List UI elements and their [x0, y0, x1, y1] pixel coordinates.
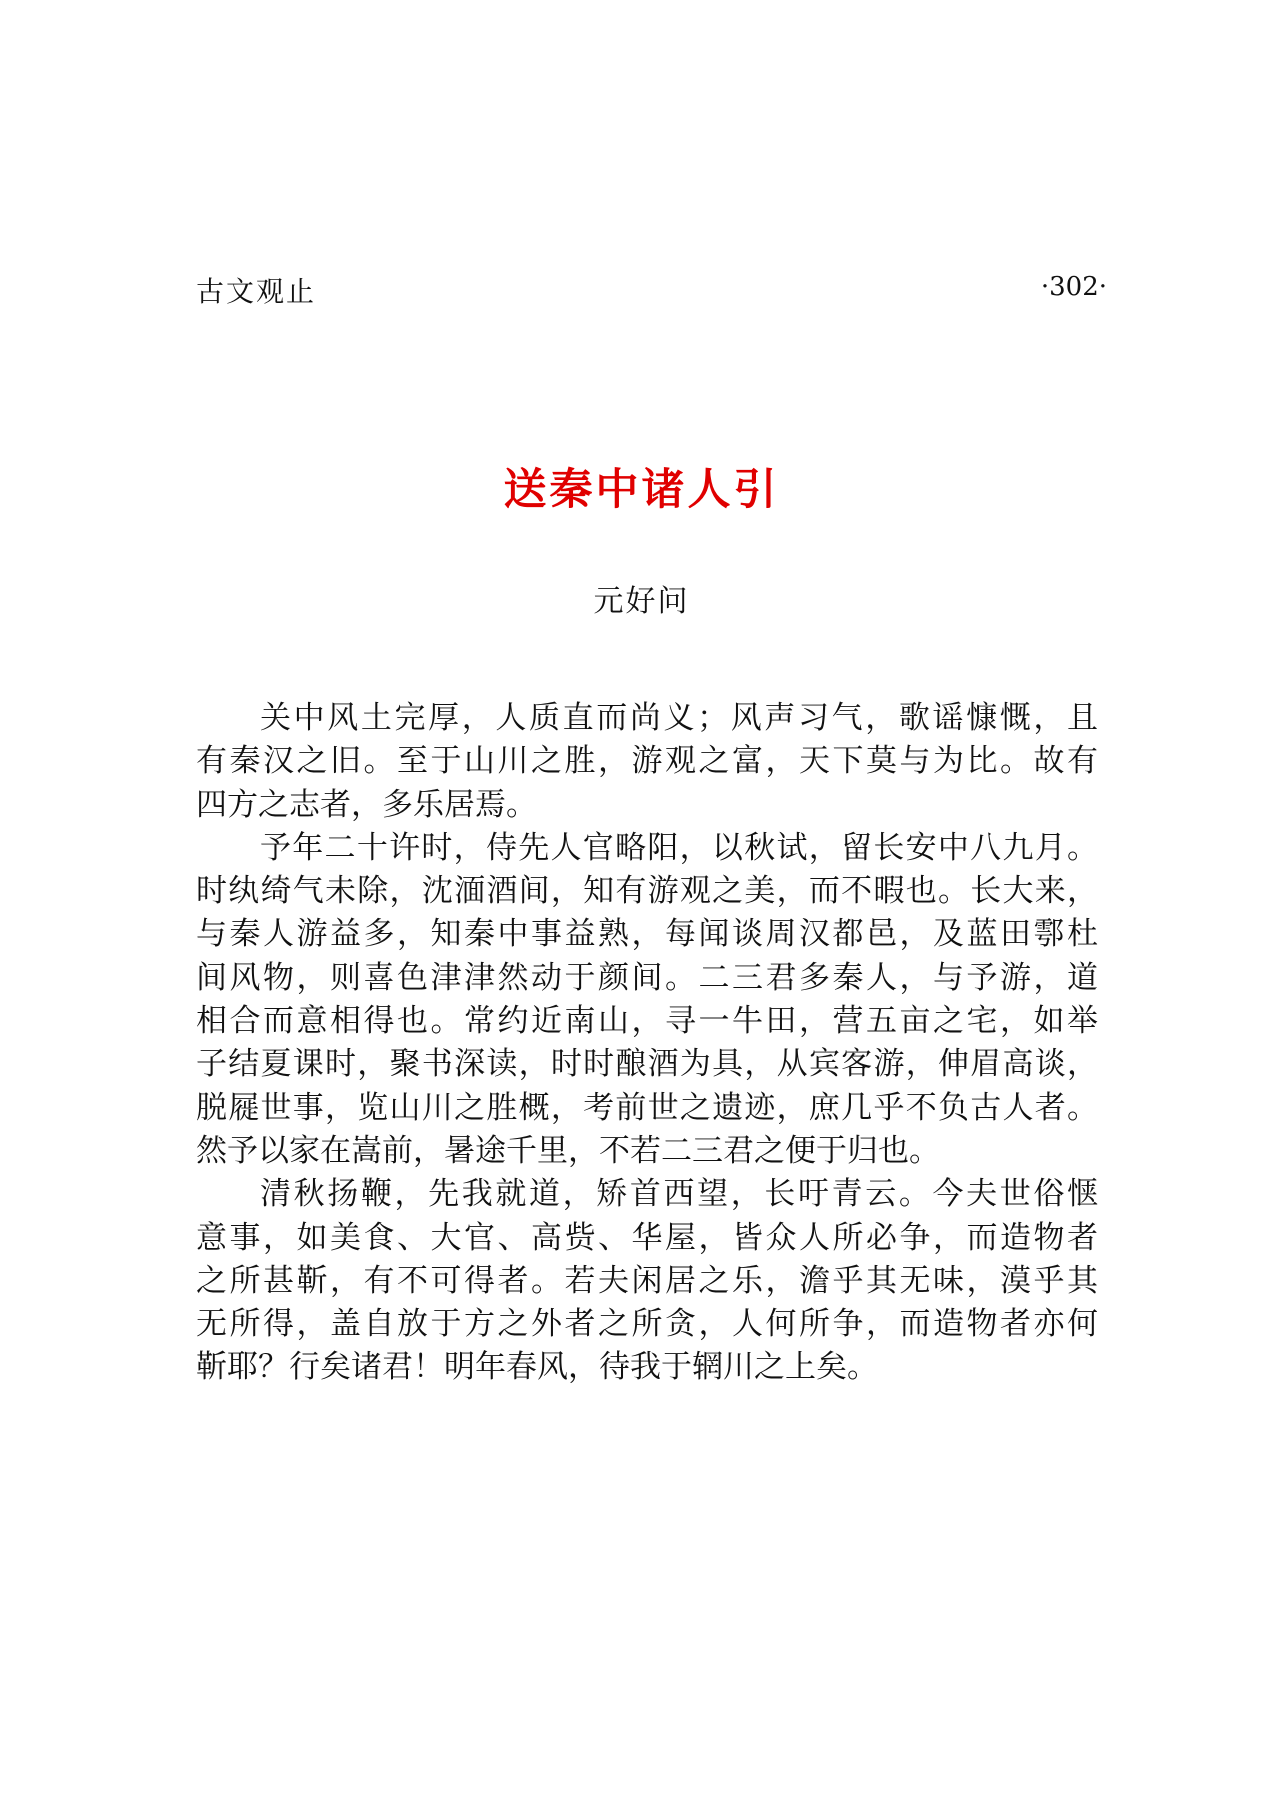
essay-author: 元好问: [593, 584, 690, 619]
text-line: 靳耶？行矣诸君！明年春风，待我于辋川之上矣。: [196, 1349, 878, 1386]
essay-title: 送秦中诸人引: [503, 465, 780, 515]
text-line: 意事，如美食、大官、高赀、华屋，皆众人所必争，而造物者: [196, 1219, 1098, 1256]
text-line: 间风物，则喜色津津然动于颜间。二三君多秦人，与予游，道: [196, 959, 1098, 996]
text-line: 四方之志者，多乐居焉。: [196, 786, 537, 823]
text-line: 清秋扬鞭，先我就道，矫首西望，长吁青云。今夫世俗惬: [260, 1176, 1098, 1213]
text-line: 有秦汉之旧。至于山川之胜，游观之富，天下莫与为比。故有: [196, 743, 1098, 780]
text-line: 之所甚靳，有不可得者。若夫闲居之乐，澹乎其无味，漠乎其: [196, 1262, 1098, 1299]
text-line: 无所得，盖自放于方之外者之所贪，人何所争，而造物者亦何: [196, 1306, 1098, 1343]
text-line: 子结夏课时，聚书深读，时时酿酒为具，从宾客游，伸眉高谈，: [196, 1046, 1098, 1083]
page-number: ·302·: [1040, 272, 1107, 302]
text-line: 关中风土完厚，人质直而尚义；风声习气，歌谣慷慨，且: [260, 700, 1098, 736]
text-line: 与秦人游益多，知秦中事益熟，每闻谈周汉都邑，及蓝田鄠杜: [196, 916, 1098, 953]
text-line: 相合而意相得也。常约近南山，寻一牛田，营五亩之宅，如举: [196, 1003, 1098, 1040]
text-line: 时纨绮气未除，沈湎酒间，知有游观之美，而不暇也。长大来，: [196, 873, 1098, 910]
text-line: 予年二十许时，侍先人官略阳，以秋试，留长安中八九月。: [260, 829, 1098, 866]
text-line: 脱屣世事，览山川之胜概，考前世之遗迹，庶几乎不负古人者。: [196, 1089, 1098, 1126]
running-header-book-title: 古文观止: [196, 275, 317, 308]
text-line: 然予以家在嵩前，暑途千里，不若二三君之便于归也。: [196, 1132, 940, 1169]
essay-body: [196, 697, 1098, 1390]
